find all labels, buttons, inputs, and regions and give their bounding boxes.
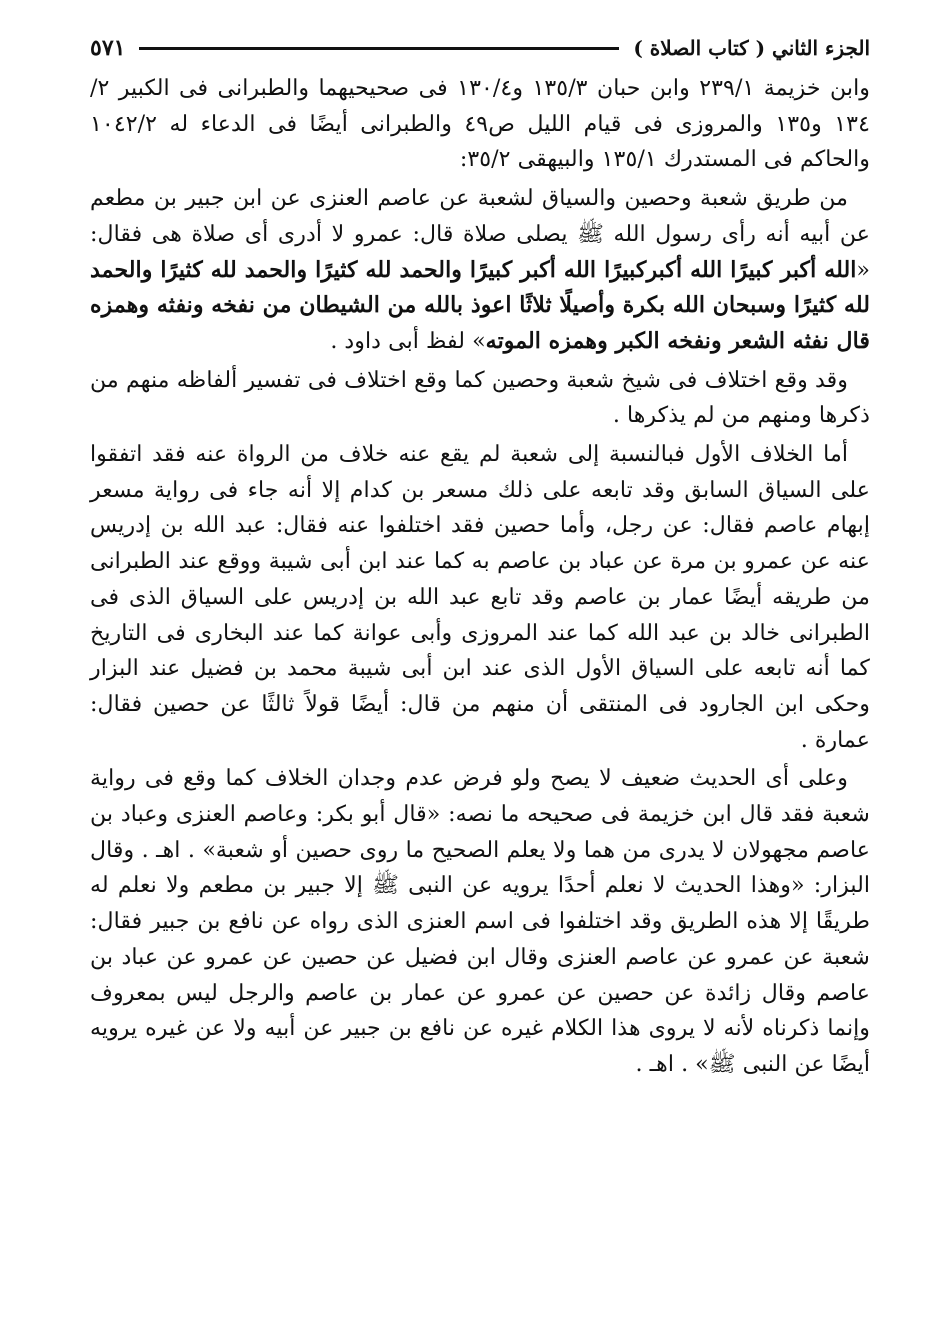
chapter-title: الجزء الثاني ( كتاب الصلاة ) [633, 36, 870, 60]
text-run: وقد وقع اختلاف فى شيخ شعبة وحصين كما وقع اختلاف فى تفسير ألفاظه منهم من ذكرها ومنهم من لم يذكرها . [90, 366, 870, 429]
text-run: من طريق شعبة وحصين والسياق لشعبة عن عاصم العنزى عن ابن جبير بن مطعم عن أبيه أنه رأى رسول الله ﷺ يصلى صلاة قال: عمرو لا أدرى أى صلاة هى فقال: « [90, 185, 870, 283]
paragraph-first-disagreement [90, 437, 870, 758]
page [90, 28, 870, 1083]
text-run: وابن خزيمة ٢٣٩/١ وابن حبان ١٣٥/٣ و١٣٠/٤ فى صحيحيهما والطبرانى فى الكبير ٢/ ١٣٤ و١٣٥ والمروزى فى قيام الليل ص٤٩ والطبرانى أيضًا فى الدعاء له ١٠٤٢/٢ والحاكم فى المستدرك ١٣٥/١ والبيهقى ٣٥/٢: [90, 75, 871, 173]
text-run: » لفظ أبى داود . [330, 327, 486, 354]
paragraph-disagreement [90, 363, 870, 434]
paragraph-sources [90, 71, 870, 178]
hadith-quote: الله أكبر كبيرًا الله أكبركبيرًا الله أكبر كبيرًا والحمد لله كثيرًا والحمد لله كثيرًا والحمد لله كثيرًا وسبحان الله بكرة وأصيلًا ثلاثًا اعوذ بالله من الشيطان من نفخه ونفثه وهمزه قال نفثه الشعر ونفخه الكبر وهمزه الموته [90, 256, 870, 354]
page-number: ٥٧١ [90, 35, 126, 61]
paragraph-ruling [90, 761, 870, 1082]
header-rule [139, 47, 619, 50]
running-header [90, 28, 870, 68]
paragraph-hadith-text [90, 181, 870, 360]
text-run: وعلى أى الحديث ضعيف لا يصح ولو فرض عدم وجدان الخلاف كما وقع فى رواية شعبة فقد قال ابن خزيمة فى صحيحه ما نصه: «قال أبو بكر: وعاصم العنزى وعباد بن عاصم مجهولان لا يدرى من هما ولا يعلم الصحيح ما روى حصين أو شعبة» . اهـ . وقال البزار: «وهذا الحديث لا نعلم أحدًا يرويه عن النبى ﷺ إلا جبير بن مطعم ولا نعلم له طريقًا إلا هذه الطريق وقد اختلفوا فى اسم العنزى الذى رواه عن نافع بن جبير فقال: شعبة عن عمرو عن عاصم العنزى وقال ابن فضيل عن حصين عن عمرو عن عباد بن عاصم وقال زائدة عن حصين عن عمرو عن عمار بن عاصم والرجل ليس بمعروف وإنما ذكرناه لأنه لا يروى هذا الكلام غيره عن نافع بن جبير عن أبيه ولا عن غيره يرويه أيضًا عن النبى ﷺ» . اهـ . [90, 765, 870, 1077]
text-run: أما الخلاف الأول فبالنسبة إلى شعبة لم يقع عنه خلاف من الرواة عنه فقد اتفقوا على السياق السابق وقد تابعه على ذلك مسعر بن كدام إلا أنه جاء فى رواية مسعر إبهام عاصم فقال: عن رجل، وأما حصين فقد اختلفوا عنه فقال: عبد الله بن إدريس عنه عن عمرو بن مرة عن عباد بن عاصم به كما عند ابن أبى شيبة ووقع عند الطبرانى من طريقه أيضًا عمار بن عاصم وقد تابع عبد الله بن إدريس على السياق الذى فى الطبرانى خالد بن عبد الله كما عند المروزى وأبى عوانة كما عند البخارى فى التاريخ كما أنه تابعه على السياق الأول الذى عند ابن أبى شيبة محمد بن فضيل عند البزار وحكى ابن الجارود فى المنتقى أن منهم من قال: أيضًا قولاً ثالثًا عن حصين فقال: عمارة . [90, 441, 870, 753]
